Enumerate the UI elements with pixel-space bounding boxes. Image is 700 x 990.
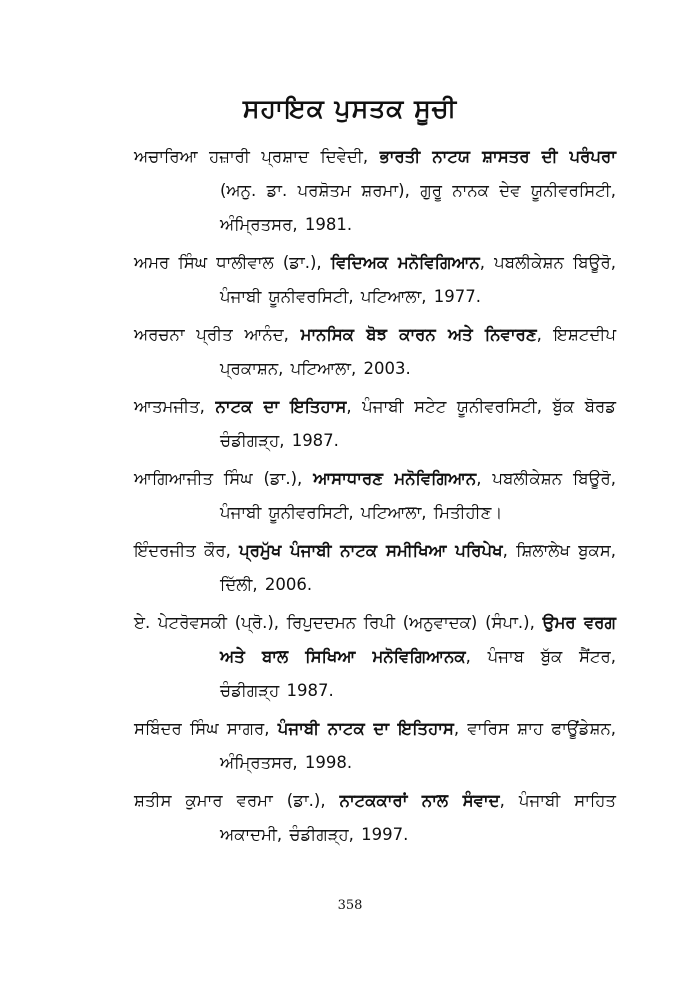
bibliography-entry <box>134 712 616 780</box>
entry-details: (ਅਨੁ. ਡਾ. ਪਰਸ਼ੋਤਮ ਸ਼ਰਮਾ), ਗੁਰੂ ਨਾਨਕ ਦੇਵ ਯੂਨੀਵਰਸਿਟੀ, ਅੰਮ੍ਰਿਤਸਰ, 1981. <box>220 181 616 234</box>
entry-details: , ਪਬਲੀਕੇਸ਼ਨ ਬਿਊਰੋ, ਪੰਜਾਬੀ ਯੂਨੀਵਰਸਿਟੀ, ਪਟਿਆਲਾ, ਮਿਤੀਹੀਣ। <box>220 469 616 522</box>
entry-details: , ਵਾਰਿਸ ਸ਼ਾਹ ਫਾਊਂਡੇਸ਼ਨ, ਅੰਮ੍ਰਿਤਸਰ, 1998. <box>220 719 617 772</box>
bibliography-entry <box>134 784 616 852</box>
entry-title: ਮਾਨਸਿਕ ਬੋਝ ਕਾਰਨ ਅਤੇ ਨਿਵਾਰਣ <box>300 325 537 344</box>
entry-author: ਸ਼ਤੀਸ ਕੁਮਾਰ ਵਰਮਾ (ਡਾ.), <box>134 791 340 810</box>
entry-author: ਆਤਮਜੀਤ, <box>134 397 216 416</box>
entry-details: , ਇਸ਼ਟਦੀਪ ਪ੍ਰਕਾਸ਼ਨ, ਪਟਿਆਲਾ, 2003. <box>220 325 616 378</box>
entry-author: ਅਰਚਨਾ ਪ੍ਰੀਤ ਆਨੰਦ, <box>134 325 301 344</box>
entry-author: ਆਗਿਆਜੀਤ ਸਿੰਘ (ਡਾ.), <box>134 469 314 488</box>
bibliography-entry <box>134 534 616 602</box>
entry-author: ਇੰਦਰਜੀਤ ਕੌਰ, <box>134 541 240 560</box>
bibliography-entry <box>134 606 616 708</box>
bibliography-entry <box>134 140 616 242</box>
entry-title: ਵਿਦਿਅਕ ਮਨੋਵਿਗਿਆਨ <box>330 253 480 272</box>
entry-details: , ਸ਼ਿਲਾਲੇਖ ਬੁਕਸ, ਦਿੱਲੀ, 2006. <box>220 541 617 594</box>
entry-title: ਭਾਰਤੀ ਨਾਟਯ ਸ਼ਾਸਤਰ ਦੀ ਪਰੰਪਰਾ <box>379 147 616 166</box>
entry-author: ਸਬਿੰਦਰ ਸਿੰਘ ਸਾਗਰ, <box>134 719 278 738</box>
bibliography-list <box>134 140 616 856</box>
entry-title: ਨਾਟਕਕਾਰਾਂ ਨਾਲ ਸੰਵਾਦ <box>339 791 500 810</box>
entry-details: , ਪਬਲੀਕੇਸ਼ਨ ਬਿਊਰੋ, ਪੰਜਾਬੀ ਯੂਨੀਵਰਸਿਟੀ, ਪਟਿਆਲਾ, 1977. <box>220 253 616 306</box>
entry-author: ਅਚਾਰਿਆ ਹਜ਼ਾਰੀ ਪ੍ਰਸ਼ਾਦ ਦਿਵੇਦੀ, <box>134 147 380 166</box>
entry-author: ਅਮਰ ਸਿੰਘ ਧਾਲੀਵਾਲ (ਡਾ.), <box>134 253 331 272</box>
entry-author: ਏ. ਪੇਟਰੋਵਸਕੀ (ਪ੍ਰੋ.), ਰਿਪੁਦਦਮਨ ਰਿਪੀ (ਅਨੁਵਾਦਕ) (ਸੰਪਾ.), <box>134 613 543 632</box>
entry-title: ਆਸਾਧਾਰਣ ਮਨੋਵਿਗਿਆਨ <box>313 469 477 488</box>
entry-title: ਨਾਟਕ ਦਾ ਇਤਿਹਾਸ <box>215 397 347 416</box>
entry-title: ਪ੍ਰਮੁੱਖ ਪੰਜਾਬੀ ਨਾਟਕ ਸਮੀਖਿਆ ਪਰਿਪੇਖ <box>239 541 503 560</box>
page-title: ਸਹਾਇਕ ਪੁਸਤਕ ਸੂਚੀ <box>242 94 458 123</box>
bibliography-entry <box>134 318 616 386</box>
entry-details: , ਪੰਜਾਬੀ ਸਾਹਿਤ ਅਕਾਦਮੀ, ਚੰਡੀਗੜ੍ਹ, 1997. <box>220 791 616 844</box>
entry-details: , ਪੰਜਾਬ ਬੁੱਕ ਸੈਂਟਰ, ਚੰਡੀਗੜ੍ਹ 1987. <box>220 647 616 700</box>
page-number: 358 <box>337 898 363 913</box>
entry-details: , ਪੰਜਾਬੀ ਸਟੇਟ ਯੂਨੀਵਰਸਿਟੀ, ਬੁੱਕ ਬੋਰਡ ਚੰਡੀਗੜ੍ਹ, 1987. <box>220 397 616 450</box>
bibliography-entry <box>134 462 616 530</box>
entry-title: ਪੰਜਾਬੀ ਨਾਟਕ ਦਾ ਇਤਿਹਾਸ <box>277 719 454 738</box>
bibliography-entry <box>134 390 616 458</box>
entry-title: ਉਮਰ ਵਰਗ ਅਤੇ ਬਾਲ ਸਿਖਿਆ ਮਨੋਵਿਗਿਆਨਕ <box>220 613 616 666</box>
bibliography-entry <box>134 246 616 314</box>
